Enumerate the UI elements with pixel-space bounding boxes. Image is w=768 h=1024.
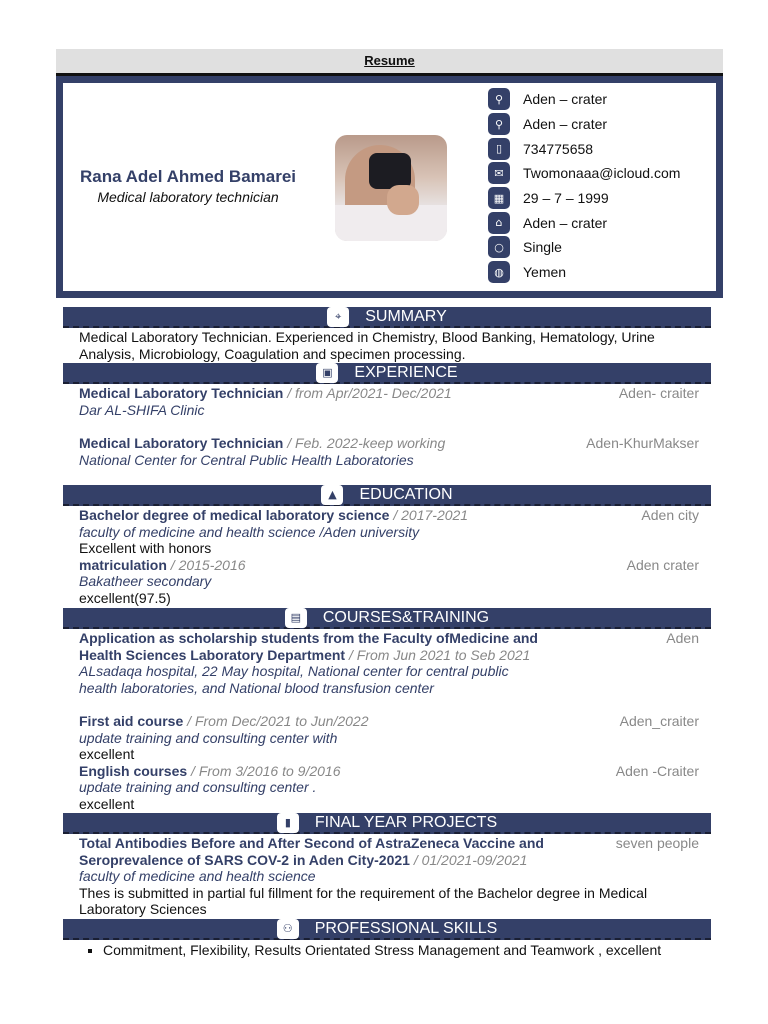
- resume-title-bar: [56, 49, 723, 73]
- entry-role: Bachelor degree of medical laboratory science: [79, 507, 390, 523]
- contact-address: [488, 87, 680, 112]
- book-icon: ▮: [277, 813, 299, 833]
- entry-note: Laboratory Sciences: [79, 901, 207, 918]
- contact-email: [488, 161, 680, 186]
- entry-date: Feb. 2022-keep working: [295, 435, 446, 451]
- entry-organization: Dar AL-SHIFA Clinic: [79, 401, 205, 418]
- contact-text: Single: [523, 239, 562, 256]
- summary-block: [79, 329, 699, 362]
- entry-organization: faculty of medicine and health science /Aden university: [79, 523, 420, 540]
- section-title: FINAL YEAR PROJECTS: [314, 813, 498, 831]
- profile-photo: [335, 135, 447, 241]
- projects-section-header: [63, 813, 711, 834]
- entry-date: 2015-2016: [178, 556, 246, 573]
- contact-text: 734775658: [523, 140, 594, 157]
- person-name: Rana Adel Ahmed Bamarei: [79, 167, 297, 186]
- course-entry: First aid course / From Dec/2021 to Jun/2022 Aden_craiter update training and consulting center with excellent English courses / From 3/2016 to 9/2016 Aden -Craiter update training and consulting center . excellent: [79, 713, 699, 812]
- contact-text: Aden – crater: [523, 116, 608, 133]
- entry-role: Application as scholarship students from the Faculty ofMedicine and: [79, 630, 538, 646]
- entry-place: seven people: [615, 835, 699, 851]
- entry-role: Total Antibodies Before and After Second of AstraZeneca Vaccine and: [79, 835, 544, 851]
- section-title: EDUCATION: [359, 485, 453, 503]
- entry-place: Aden_craiter: [619, 713, 699, 729]
- entry-role: Medical Laboratory Technician: [79, 435, 284, 451]
- entry-place: Aden: [666, 630, 699, 646]
- section-title: PROFESSIONAL SKILLS: [314, 919, 498, 937]
- summary-line: Medical Laboratory Technician. Experienced in Chemistry, Blood Banking, Hematology, Urine: [79, 329, 655, 345]
- experience-entry: Medical Laboratory Technician / Feb. 2022-keep working Aden-KhurMakser National Center for Central Public Health Laboratories: [79, 435, 699, 468]
- entry-date: from Apr/2021- Dec/2021: [295, 385, 452, 401]
- entry-date: From 3/2016 to 9/2016: [198, 762, 341, 779]
- entry-role: English courses: [79, 762, 188, 779]
- page-title: Resume: [364, 53, 415, 68]
- entry-role: Seroprevalence of SARS COV-2 in Aden City-2021: [79, 851, 410, 868]
- contact-nationality: [488, 260, 680, 285]
- user-skills-icon: ⚇: [277, 919, 299, 939]
- photo-hand: [387, 185, 419, 215]
- briefcase-icon: ▣: [316, 363, 338, 383]
- summary-line: Analysis, Microbiology, Coagulation and specimen processing.: [79, 345, 466, 362]
- location-icon: ⚲: [488, 88, 510, 110]
- entry-note: excellent: [79, 795, 135, 812]
- entry-role: matriculation: [79, 556, 167, 573]
- skills-block: [79, 942, 699, 959]
- location-icon: ⚲: [488, 113, 510, 135]
- contact-list: [488, 87, 680, 285]
- email-icon: ✉: [488, 162, 510, 184]
- presentation-icon: ▤: [285, 608, 307, 628]
- target-icon: ⌖: [327, 307, 349, 327]
- entry-role: Health Sciences Laboratory Department: [79, 646, 346, 663]
- entry-organization: National Center for Central Public Health Laboratories: [79, 451, 414, 468]
- list-item: ▪ Commitment, Flexibility, Results Orientated Stress Management and Teamwork , excellent: [103, 942, 699, 959]
- entry-place: Aden city: [641, 507, 699, 523]
- section-title: COURSES&TRAINING: [322, 608, 490, 626]
- education-section-header: [63, 485, 711, 506]
- job-title: Medical laboratory technician: [97, 189, 279, 205]
- contact-phone: [488, 136, 680, 161]
- entry-date: 2017-2021: [401, 507, 469, 523]
- name-block: [73, 167, 303, 205]
- entry-organization: update training and consulting center with: [79, 729, 338, 746]
- entry-place: Aden crater: [626, 556, 699, 573]
- graduation-cap-icon: ▲: [321, 485, 343, 505]
- entry-date: 01/2021-09/2021: [421, 851, 528, 868]
- contact-home: [488, 210, 680, 235]
- home-icon: ⌂: [488, 212, 510, 234]
- section-title: SUMMARY: [365, 307, 447, 325]
- skills-section-header: [63, 919, 711, 940]
- contact-address-2: [488, 112, 680, 137]
- contact-text: Twomonaaa@icloud.com: [523, 165, 681, 182]
- education-entry: Bachelor degree of medical laboratory science / 2017-2021 Aden city faculty of medicine and health science /Aden university Excellent with honors matriculation / 2015-2016 Aden crater Bakatheer secondary excellent(97.5): [79, 507, 699, 606]
- section-title: EXPERIENCE: [354, 363, 458, 381]
- contact-birthdate: [488, 186, 680, 211]
- contact-text: Aden – crater: [523, 91, 608, 108]
- entry-place: Aden- craiter: [618, 385, 699, 401]
- experience-section-header: [63, 363, 711, 384]
- contact-text: 29 – 7 – 1999: [523, 190, 609, 207]
- entry-organization: Bakatheer secondary: [79, 573, 212, 590]
- entry-note: excellent: [79, 746, 135, 763]
- entry-role: First aid course: [79, 713, 184, 729]
- contact-marital-status: [488, 235, 680, 260]
- contact-text: Yemen: [523, 264, 567, 281]
- calendar-icon: ▦: [488, 187, 510, 209]
- contact-text: Aden – crater: [523, 214, 608, 231]
- entry-note: Excellent with honors: [79, 540, 212, 557]
- entry-place: Aden-KhurMakser: [586, 435, 699, 451]
- entry-role: Medical Laboratory Technician: [79, 385, 284, 401]
- phone-icon: ▯: [488, 138, 510, 160]
- course-entry: Application as scholarship students from the Faculty ofMedicine and Health Sciences Laboratory Department / From Jun 2021 to Seb 2021 Aden ALsadaqa hospital, 22 May hospital, National center for central public health laboratories, and National blood transfusion center: [79, 630, 699, 696]
- profile-header: [56, 76, 723, 298]
- globe-icon: ◍: [488, 261, 510, 283]
- photo-mask: [369, 153, 411, 189]
- entry-organization: health laboratories, and National blood transfusion center: [79, 679, 434, 696]
- entry-place: Aden -Craiter: [615, 762, 699, 779]
- entry-organization: update training and consulting center .: [79, 779, 317, 796]
- profile-header-inner: [63, 83, 716, 291]
- project-entry: Total Antibodies Before and After Second of AstraZeneca Vaccine and Seroprevalence of SARS COV-2 in Aden City-2021 / 01/2021-09/2021 seven people faculty of medicine and health science Thes is submitted in partial ful fillment for the requirement of the Bachelor degree in Medical Laboratory Sciences: [79, 835, 699, 918]
- entry-date: From Dec/2021 to Jun/2022: [194, 713, 369, 729]
- ring-icon: ○: [488, 236, 510, 258]
- entry-organization: ALsadaqa hospital, 22 May hospital, National center for central public: [79, 663, 509, 680]
- entry-date: From Jun 2021 to Seb 2021: [356, 646, 531, 663]
- courses-section-header: [63, 608, 711, 629]
- summary-section-header: [63, 307, 711, 328]
- entry-organization: faculty of medicine and health science: [79, 868, 316, 885]
- entry-note: excellent(97.5): [79, 589, 171, 606]
- skills-list: [79, 942, 699, 959]
- entry-note: Thes is submitted in partial ful fillment for the requirement of the Bachelor degree in Medical: [79, 884, 648, 901]
- experience-entry: Medical Laboratory Technician / from Apr/2021- Dec/2021 Aden- craiter Dar AL-SHIFA Clinic: [79, 385, 699, 418]
